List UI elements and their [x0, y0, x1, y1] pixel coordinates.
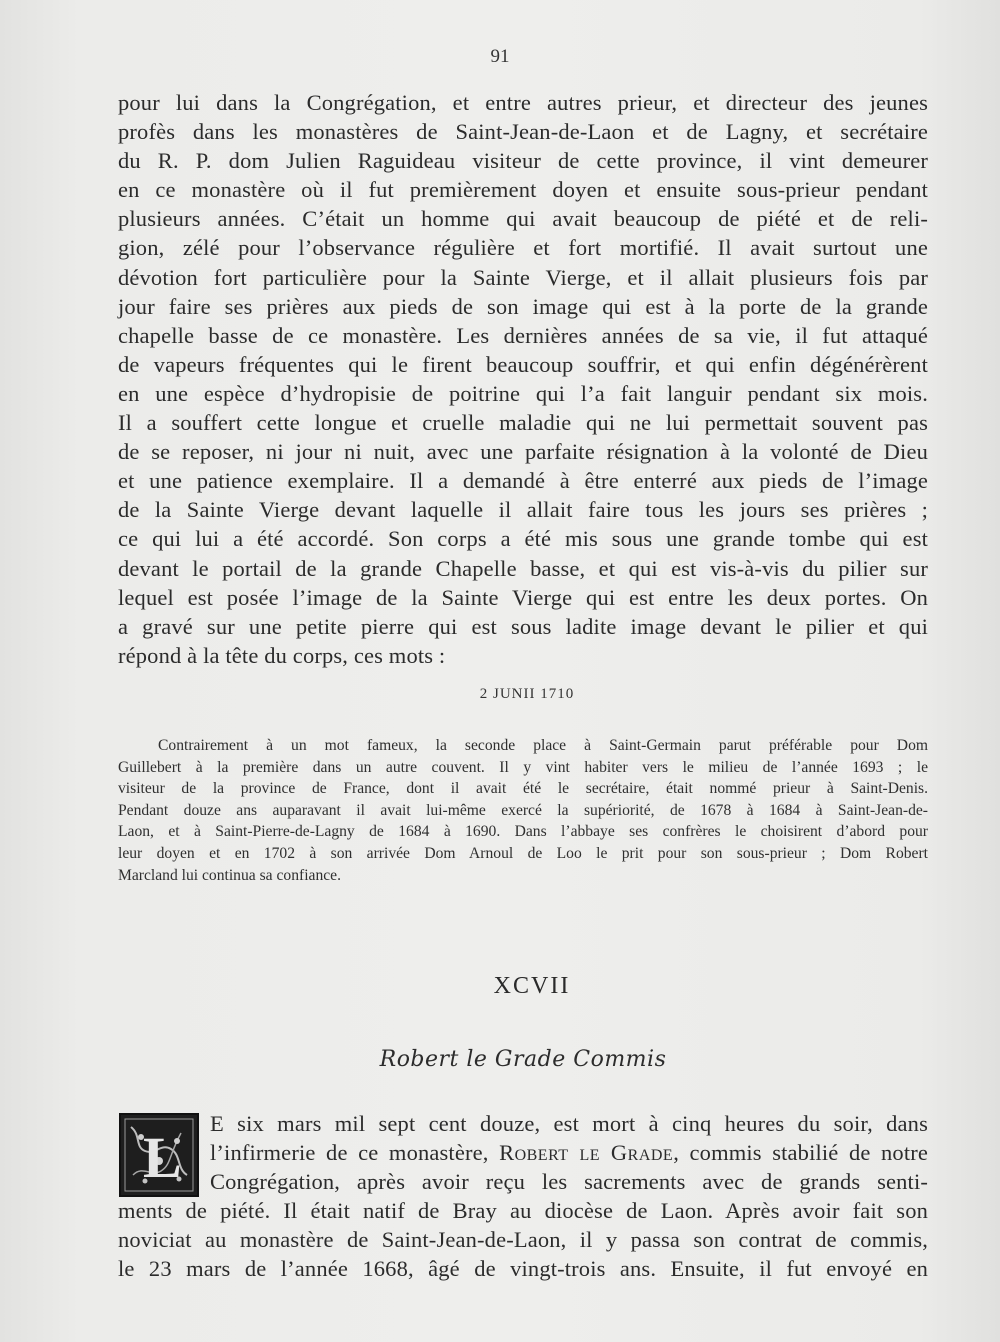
- text-segment: , commis stabilié de notre: [673, 1140, 929, 1166]
- text-line: en ce monastère où il fut premièrement doyen et ensuite sous-prieur pendant: [118, 177, 928, 203]
- text-line: jour faire ses prières aux pieds de son image qui est à la porte de la grande: [118, 293, 928, 319]
- text-line: Il a souffert cette longue et cruelle maladie qui ne lui permettait souvent pas: [118, 410, 928, 436]
- note-line: Marcland lui continua sa confiance.: [118, 866, 341, 884]
- text-line: devant le portail de la grande Chapelle basse, et qui est vis-à-vis du pilier sur: [118, 555, 928, 581]
- note-line: Pendant douze ans auparavant il avait lui-même exercé la supériorité, de 1678 à 1684 à Saint-Jean-de-: [118, 801, 928, 819]
- text-line: du R. P. dom Julien Raguideau visiteur de cette province, il vint demeurer: [118, 148, 928, 174]
- text-line: de la Sainte Vierge devant laquelle il allait faire tous les jours ses prières ;: [118, 497, 928, 523]
- note-line: Contrairement à un mot fameux, la seconde place à Saint-Germain parut préférable pour Dom: [158, 737, 928, 754]
- text-line: pour lui dans la Congrégation, et entre autres prieur, et directeur des jeunes: [118, 90, 928, 115]
- footnote: [118, 735, 928, 886]
- text-line: chapelle basse de ce monastère. Les dernières années de sa vie, il fut attaqué: [118, 322, 928, 348]
- text-line: dévotion fort particulière pour la Sainte Vierge, et il allait plusieurs fois par: [118, 264, 928, 290]
- text-line: le 23 mars de l’année 1668, âgé de vingt-trois ans. Ensuite, il fut envoyé en: [118, 1256, 928, 1282]
- note-line: leur doyen et en 1702 à son arrivée Dom Arnoul de Loo le prit pour son sous-prieur ; Dom Robert: [118, 844, 928, 862]
- text-segment: l’infirmerie de ce monastère,: [210, 1140, 500, 1166]
- text-line: noviciat au monastère de Saint-Jean-de-Laon, il y passa son contrat de commis,: [118, 1227, 928, 1253]
- chapter-heading: XCVII: [493, 973, 571, 999]
- note-line: Guillebert à la première dans un autre couvent. Il y vint habiter vers le milieu de l’année 1693 ; le: [118, 758, 928, 776]
- text-line: répond à la tête du corps, ces mots :: [118, 642, 446, 668]
- text-line: profès dans les monastères de Saint-Jean-de-Laon et de Lagny, et secrétaire: [118, 119, 928, 145]
- note-line: visiteur de la province de France, dont il avait été le secrétaire, était nommé prieur à Saint-Denis.: [118, 780, 928, 798]
- text-line: lequel est posée l’image de la Sainte Vierge qui est entre les deux portes. On: [118, 584, 928, 610]
- text-line: ments de piété. Il était natif de Bray au diocèse de Laon. Après avoir fait son: [118, 1198, 928, 1224]
- text-line: ce qui lui a été accordé. Son corps a été mis sous une grande tombe qui est: [118, 526, 928, 552]
- chapter-subtitle: Robert le Grade Commis: [379, 1047, 667, 1072]
- page-number: 91: [490, 46, 510, 67]
- chapter-paragraph: [118, 1109, 928, 1284]
- text-line: et une patience exemplaire. Il a demandé à être enterré aux pieds de l’image: [118, 468, 928, 494]
- text-line: a gravé sur une petite pierre qui est sous ladite image devant le pilier et qui: [118, 613, 928, 639]
- text-line: [118, 1138, 928, 1167]
- text-line: plusieurs années. C’était un homme qui avait beaucoup de piété et de reli-: [118, 206, 928, 232]
- svg-text:L: L: [143, 1125, 182, 1190]
- text-line: en une espèce d’hydropisie de poitrine qui l’a fait languir pendant six mois.: [118, 380, 928, 406]
- person-name: Robert le Grade: [499, 1140, 674, 1166]
- text-line: de se reposer, ni jour ni nuit, avec une parfaite résignation à la volonté de Dieu: [118, 439, 928, 465]
- note-line: Laon, et à Saint-Pierre-de-Lagny de 1684 à 1690. Dans l’abbaye ses confrères le choisirent d’abord pour: [118, 823, 928, 841]
- text-line: E six mars mil sept cent douze, est mort à cinq heures du soir, dans: [210, 1111, 928, 1136]
- text-line: gion, zélé pour l’observance régulière et fort mortifié. Il avait surtout une: [118, 235, 928, 261]
- inscription-date: 2 JUNII 1710: [479, 686, 575, 702]
- paragraph-continuation: [118, 88, 928, 670]
- text-line: de vapeurs fréquentes qui le firent beaucoup souffrir, et qui enfin dégénérèrent: [118, 351, 928, 377]
- text-line: Congrégation, après avoir reçu les sacrements avec de grands senti-: [210, 1169, 928, 1195]
